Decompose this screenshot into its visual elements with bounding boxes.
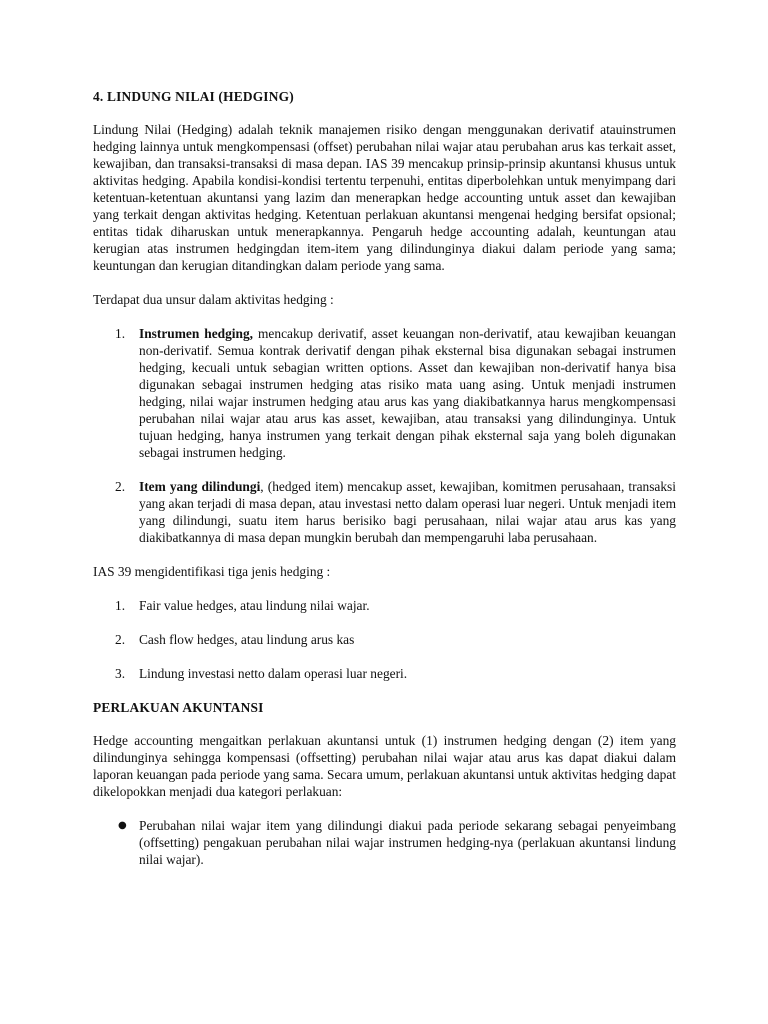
- list-term: Instrumen hedging,: [139, 326, 254, 341]
- hedging-types-list: [93, 597, 676, 682]
- document-page: [93, 88, 676, 868]
- list-text: Lindung investasi netto dalam operasi luar negeri.: [139, 666, 408, 681]
- intro-paragraph: Lindung Nilai (Hedging) adalah teknik manajemen risiko dengan menggunakan derivatif atauinstrumen hedging lainnya untuk mengkompensasi (offset) perubahan nilai wajar atau perubahan arus kas terkait asset, kewajiban, dan transaksi-transaksi di masa depan. IAS 39 mencakup prinsip-prinsip akuntansi khusus untuk aktivitas hedging. Apabila kondisi-kondisi tertentu terpenuhi, entitas diperbolehkan untuk menyimpang dari ketentuan-ketentuan akuntansi yang lazim dan menerapkan hedge accounting untuk asset dan kewajiban yang terkait dengan aktivitas hedging. Ketentuan perlakuan akuntansi mengenai hedging bersifat opsional; entitas tidak diharuskan untuk menerapkannya. Pengaruh hedge accounting adalah, keuntungan atau kerugian atas instrumen hedgingdan item-item yang dilindunginya diakui dalam periode yang sama; keuntungan dan kerugian ditandingkan dalam periode yang sama.: [93, 122, 676, 273]
- list-number: 1.: [115, 326, 126, 341]
- list-number: 2.: [115, 479, 126, 494]
- list-number: 3.: [115, 666, 126, 681]
- list-text: Perubahan nilai wajar item yang dilindungi diakui pada periode sekarang sebagai penyeimbang (offsetting) pengakuan perubahan nilai wajar instrumen hedging-nya (perlakuan akuntansi lindung nilai wajar).: [139, 818, 676, 867]
- list-text: , (hedged item) mencakup asset, kewajiban, komitmen perusahaan, transaksi yang akan terjadi di masa depan, atau investasi netto dalam operasi luar negeri. Untuk menjadi item yang dilindungi, suatu item harus berisiko bagi perusahaan, nilai wajar atau arus kas yang diakibatkannya di masa depan mungkin berubah dan mempengaruhi laba perusahaan.: [139, 479, 676, 545]
- types-intro: IAS 39 mengidentifikasi tiga jenis hedging :: [93, 564, 331, 579]
- list-text: Fair value hedges, atau lindung nilai wajar.: [139, 598, 370, 613]
- list-item: [93, 665, 676, 682]
- list-number: 2.: [115, 632, 126, 647]
- list-item: [93, 817, 676, 868]
- bullet-icon: ●: [118, 820, 127, 831]
- accounting-bullet-list: [93, 817, 676, 868]
- accounting-intro-paragraph: Hedge accounting mengaitkan perlakuan akuntansi untuk (1) instrumen hedging dengan (2) item yang dilindunginya sehingga kompensasi (offsetting) perubahan nilai wajar atau arus kas dapat diakui dalam laporan keuangan pada periode yang sama. Secara umum, perlakuan akuntansi untuk aktivitas hedging dapat dikelopokkan menjadi dua kategori perlakuan:: [93, 733, 676, 799]
- elements-intro: Terdapat dua unsur dalam aktivitas hedging :: [93, 292, 334, 307]
- section-heading-hedging: 4. LINDUNG NILAI (HEDGING): [93, 89, 294, 104]
- list-number: 1.: [115, 598, 126, 613]
- section-heading-accounting: PERLAKUAN AKUNTANSI: [93, 700, 264, 715]
- list-item: [93, 597, 676, 614]
- list-item: [93, 325, 676, 461]
- list-term: Item yang dilindungi: [139, 479, 261, 494]
- list-text: Cash flow hedges, atau lindung arus kas: [139, 632, 355, 647]
- list-item: [93, 631, 676, 648]
- list-text: mencakup derivatif, asset keuangan non-derivatif, atau kewajiban keuangan non-derivatif. Semua kontrak derivatif dengan pihak eksternal bisa digunakan sebagai instrumen hedging, kecuali untuk sebagian written options. Asset dan kewajiban non-derivatif hanya bisa digunakan sebagai instrumen hedging atas risiko mata uang asing. Untuk menjadi instrumen hedging, nilai wajar instrumen hedging atau arus kas yang diakibatkannya harus mengkompensasi perubahan nilai wajar atau arus kas asset, kewajiban, atau transaksi yang dilindunginya. Untuk tujuan hedging, hanya instrumen yang terkait dengan pihak eksternal saja yang boleh digunakan sebagai instrumen hedging.: [139, 326, 676, 460]
- list-item: [93, 478, 676, 546]
- hedging-elements-list: [93, 325, 676, 546]
